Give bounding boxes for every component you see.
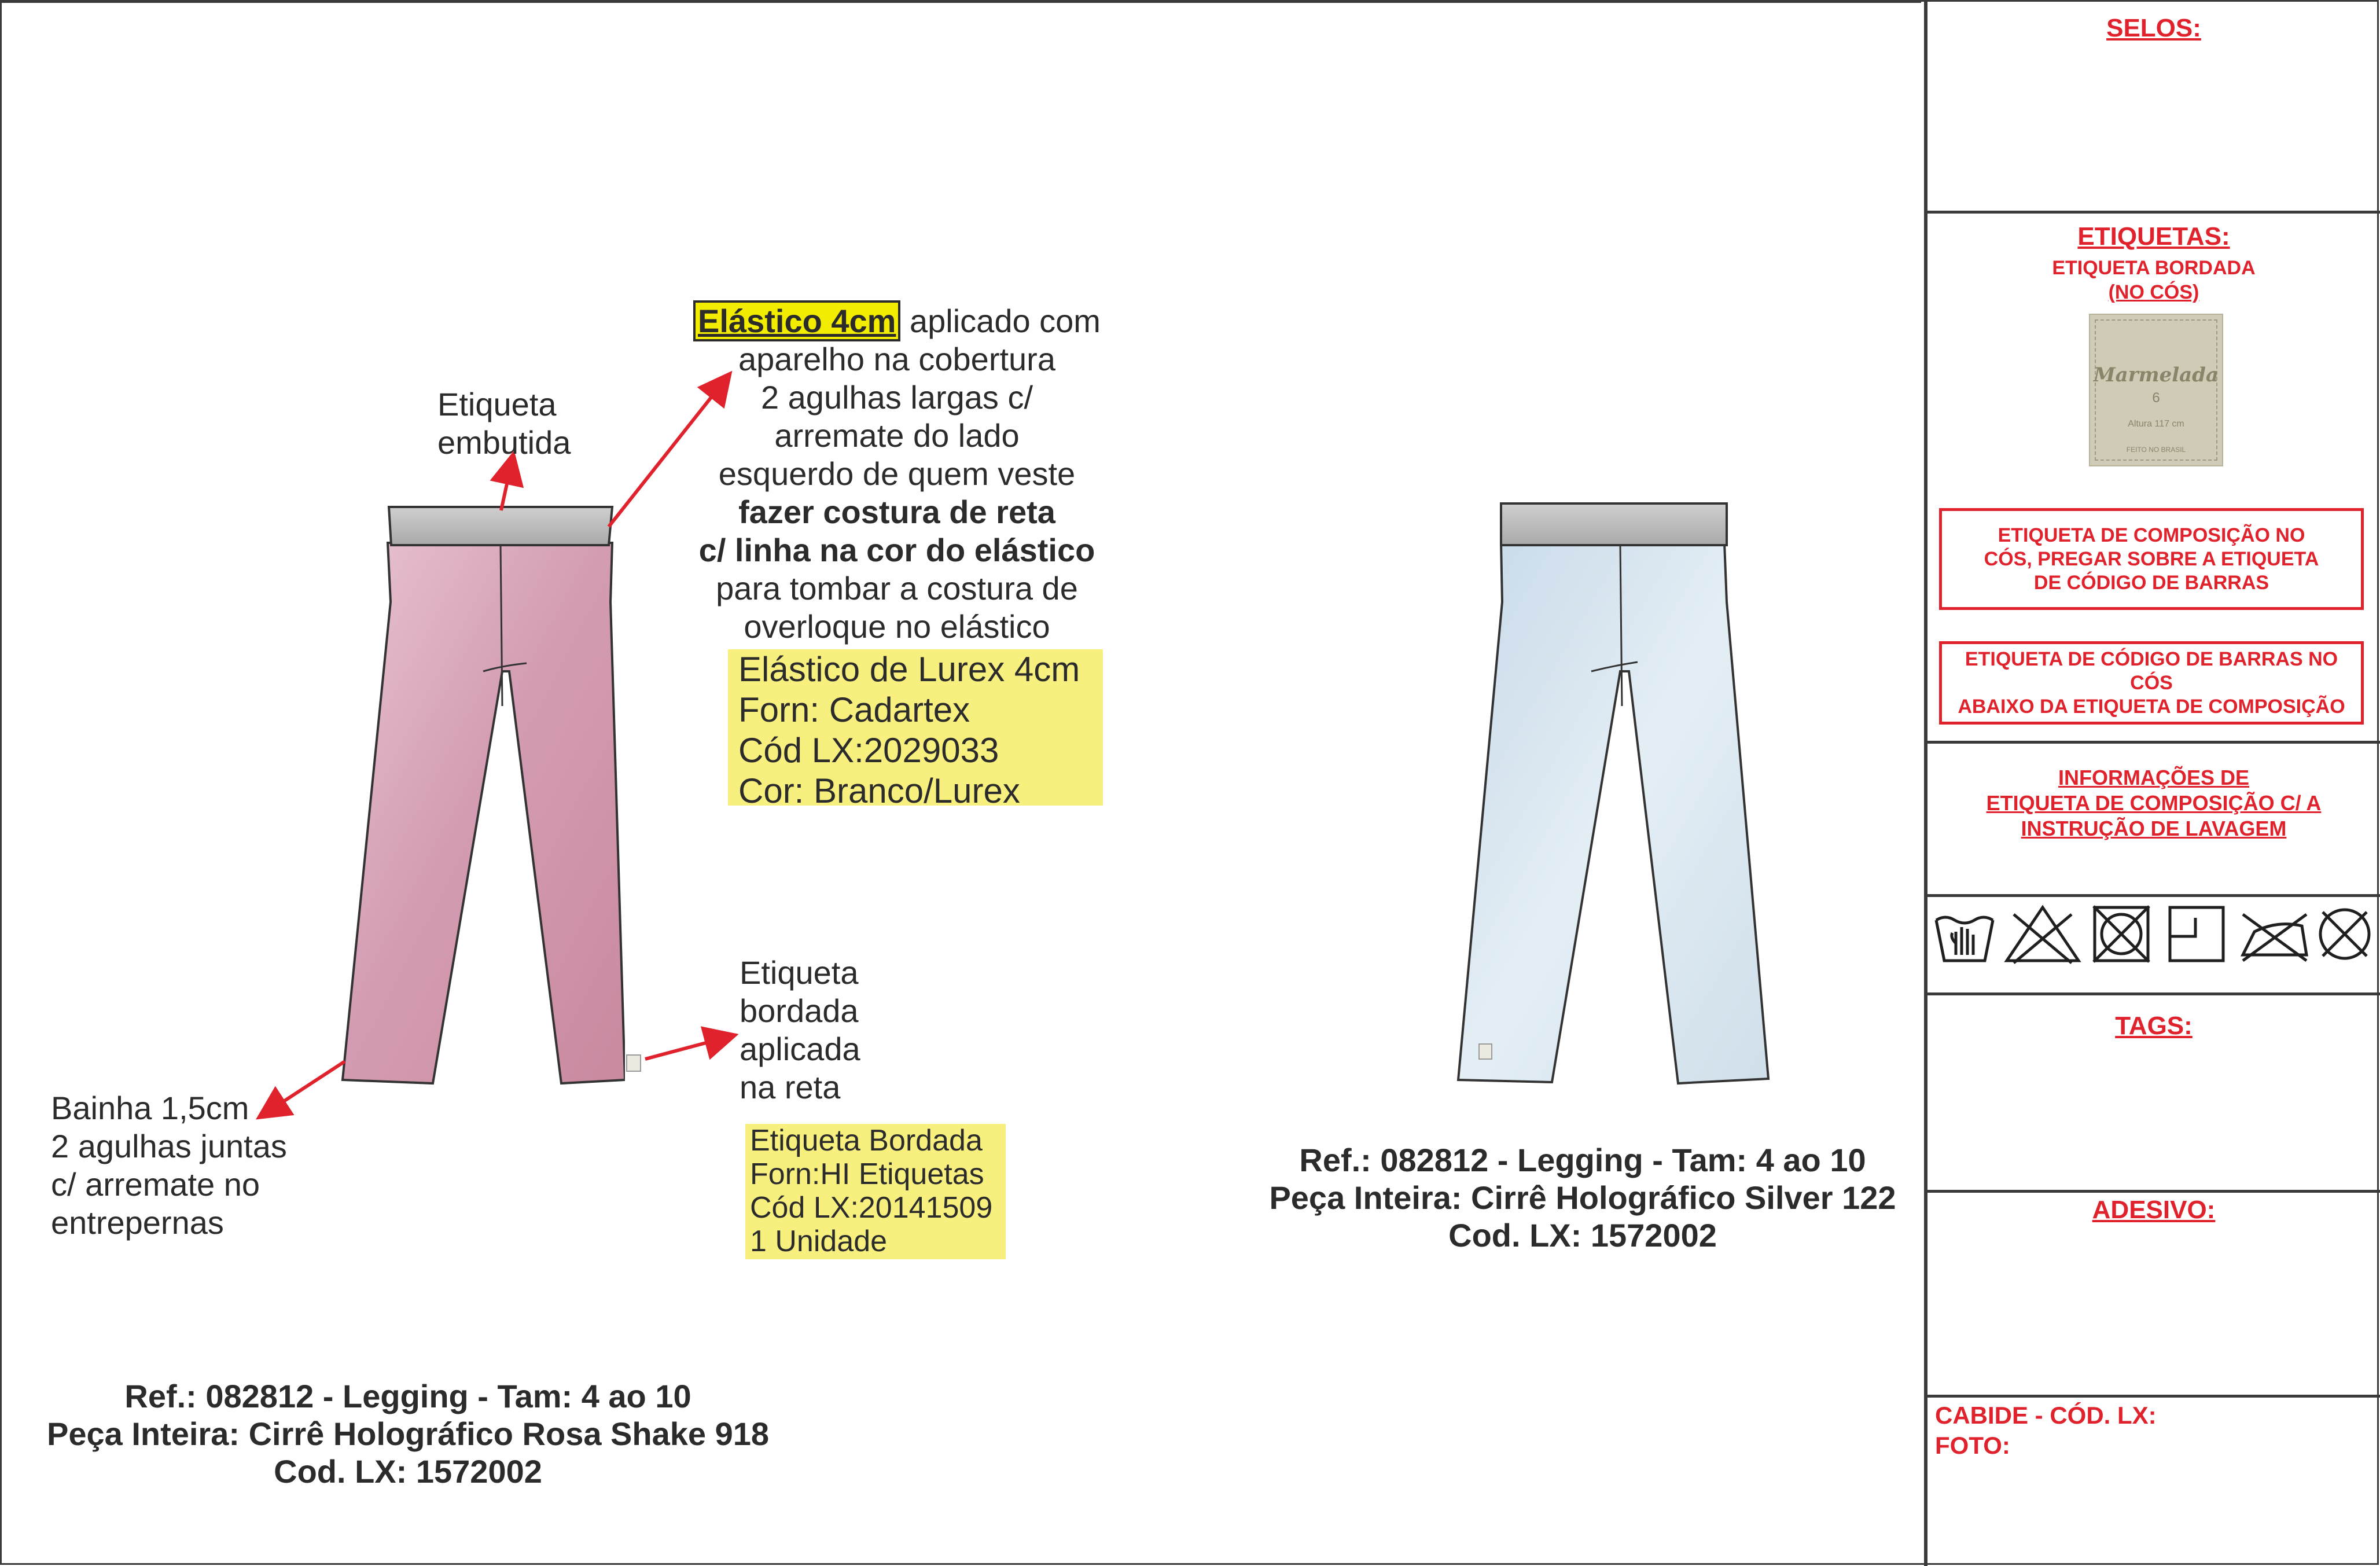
note-etiqueta-embutida: Etiqueta embutida	[437, 386, 571, 461]
arrow-etiqueta-embutida	[501, 457, 513, 510]
hand-wash-icon	[1933, 903, 1996, 966]
caption-pink: Ref.: 082812 - Legging - Tam: 4 ao 10 Peça Inteira: Cirrê Holográfico Rosa Shake 918 Cod. LX: 1572002	[46, 1378, 770, 1490]
lurex-spec-box: Elástico de Lurex 4cm Forn: Cadartex Cód LX:2029033 Cor: Branco/Lurex	[728, 649, 1103, 806]
arrow-bordada	[645, 1036, 732, 1059]
composicao-note-box: ETIQUETA DE COMPOSIÇÃO NO CÓS, PREGAR SOBRE A ETIQUETA DE CÓDIGO DE BARRAS	[1939, 508, 2364, 610]
bordada-spec-box: Etiqueta Bordada Forn:HI Etiquetas Cód LX:20141509 1 Unidade	[745, 1124, 1006, 1259]
tags-title: TAGS:	[2115, 1012, 2193, 1040]
adesivo-title: ADESIVO:	[2092, 1196, 2216, 1224]
divider	[1924, 211, 2380, 214]
cabide-label: CABIDE - CÓD. LX:	[1935, 1402, 2157, 1429]
divider	[1924, 741, 2380, 744]
label-height: Altura 117 cm	[2128, 419, 2184, 429]
etiqueta-bordada-note: ETIQUETA BORDADA (NO CÓS)	[2052, 257, 2256, 303]
divider	[1924, 894, 2380, 897]
foto-label: FOTO:	[1935, 1432, 2010, 1459]
informacoes-note: INFORMAÇÕES DE ETIQUETA DE COMPOSIÇÃO C/ A INSTRUÇÃO DE LAVAGEM	[1986, 766, 2322, 840]
no-iron-icon	[2237, 903, 2312, 966]
divider	[1924, 1190, 2380, 1193]
no-bleach-icon	[2002, 903, 2083, 966]
label-size: 6	[2152, 390, 2160, 406]
caption-silver: Ref.: 082812 - Legging - Tam: 4 ao 10 Peça Inteira: Cirrê Holográfico Silver 122 Cod. LX: 1572002	[1269, 1142, 1896, 1253]
no-tumble-dry-icon	[2091, 904, 2151, 964]
etiquetas-title: ETIQUETAS:	[2077, 222, 2230, 251]
note-bainha: Bainha 1,5cm 2 agulhas juntas c/ arremate no entrepernas	[51, 1090, 287, 1241]
elastico-highlight: Elástico 4cm	[693, 300, 900, 341]
note-elastico: Elástico 4cm aplicado com aparelho na cobertura 2 agulhas largas c/ arremate do lado esquerdo de quem veste fazer costura de reta c/ linha na cor do elástico para tombar a costura de overloque no elástico	[671, 302, 1123, 646]
line-dry-icon	[2166, 904, 2227, 964]
divider	[1924, 1395, 2380, 1398]
note-etiqueta-bordada: Etiqueta bordada aplicada na reta	[740, 954, 860, 1105]
label-brand: Marmelada	[2094, 363, 2219, 387]
barras-note-box: ETIQUETA DE CÓDIGO DE BARRAS NO CÓS ABAIXO DA ETIQUETA DE COMPOSIÇÃO	[1939, 641, 2364, 725]
selos-title: SELOS:	[2106, 14, 2201, 42]
label-made-in: FEITO NO BRASIL	[2126, 446, 2186, 454]
divider	[1924, 992, 2380, 995]
no-dry-clean-icon	[2315, 904, 2375, 964]
embroidered-label-sample	[2089, 314, 2223, 466]
